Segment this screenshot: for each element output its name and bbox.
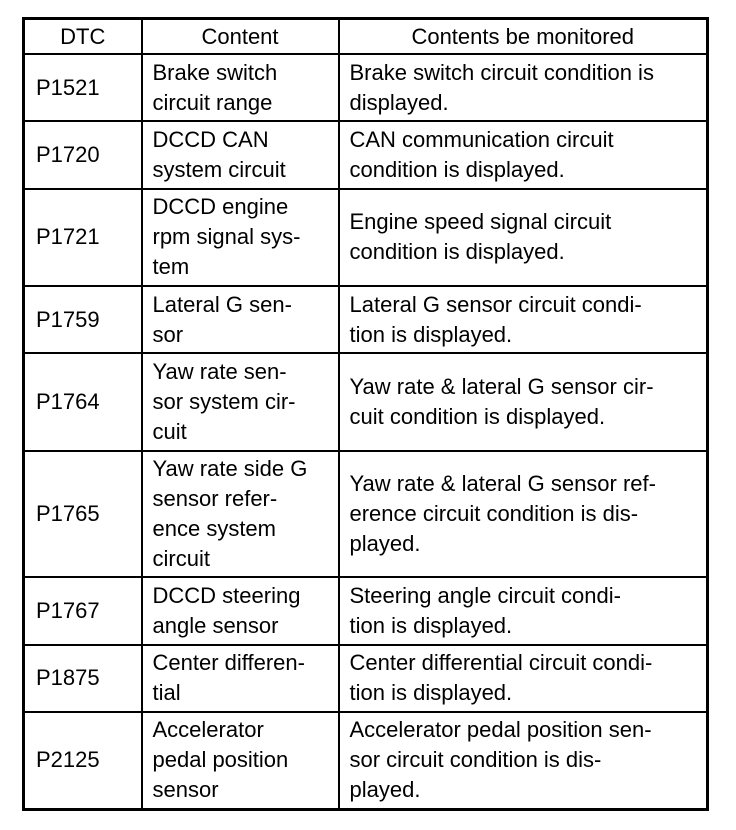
content-line: Center differen-	[152, 650, 305, 676]
monitored-line: played.	[349, 531, 421, 557]
dtc-code: P1875	[24, 645, 142, 712]
monitored-line: cuit condition is displayed.	[349, 404, 606, 430]
monitored-cell	[339, 286, 708, 353]
content-cell	[142, 353, 339, 450]
dtc-code: P1765	[24, 451, 142, 578]
content-line: Accelerator	[152, 717, 264, 743]
monitored-cell	[339, 353, 708, 450]
monitored-line: erence circuit condition is dis-	[349, 501, 639, 527]
content-line: Yaw rate sen-	[152, 359, 287, 385]
content-cell	[142, 286, 339, 353]
dtc-code: P1764	[24, 353, 142, 450]
monitored-line: Brake switch circuit condition is	[349, 59, 654, 85]
dtc-code: P1767	[24, 577, 142, 644]
monitored-line: sor circuit condition is dis-	[349, 747, 602, 773]
table-row	[24, 286, 708, 353]
content-line: Brake switch	[152, 59, 278, 85]
monitored-cell	[339, 645, 708, 712]
content-line: circuit	[152, 546, 210, 572]
header-content: Content	[142, 19, 339, 55]
dtc-code: P1721	[24, 189, 142, 286]
content-cell	[142, 712, 339, 810]
content-line: DCCD CAN	[152, 126, 269, 152]
content-cell	[142, 189, 339, 286]
monitored-line: displayed.	[349, 89, 449, 115]
content-line: DCCD engine	[152, 194, 289, 220]
monitored-line: played.	[349, 777, 421, 803]
monitored-line: Center differential circuit condi-	[349, 650, 653, 676]
content-line: sor	[152, 321, 184, 347]
content-line: ence system	[152, 516, 276, 542]
content-line: tem	[152, 254, 190, 280]
monitored-line: CAN communication circuit	[349, 126, 614, 152]
content-cell	[142, 54, 339, 121]
monitored-line: condition is displayed.	[349, 156, 565, 182]
content-line: sor system cir-	[152, 389, 296, 415]
monitored-line: Yaw rate & lateral G sensor cir-	[349, 374, 654, 400]
table-body	[24, 54, 708, 810]
dtc-code: P1759	[24, 286, 142, 353]
dtc-code: P2125	[24, 712, 142, 810]
monitored-line: tion is displayed.	[349, 321, 513, 347]
dtc-code: P1521	[24, 54, 142, 121]
content-line: system circuit	[152, 156, 286, 182]
table-row	[24, 189, 708, 286]
table-header	[24, 19, 708, 55]
content-line: circuit range	[152, 89, 273, 115]
monitored-cell	[339, 451, 708, 578]
dtc-table	[22, 17, 709, 811]
monitored-cell	[339, 54, 708, 121]
header-dtc: DTC	[24, 19, 142, 55]
monitored-line: tion is displayed.	[349, 680, 513, 706]
content-cell	[142, 577, 339, 644]
table-row	[24, 577, 708, 644]
table-row	[24, 121, 708, 188]
monitored-cell	[339, 712, 708, 810]
content-line: Lateral G sen-	[152, 291, 292, 317]
content-line: tial	[152, 680, 181, 706]
content-line: rpm signal sys-	[152, 224, 301, 250]
content-cell	[142, 645, 339, 712]
monitored-line: condition is displayed.	[349, 239, 565, 265]
table-row	[24, 712, 708, 810]
table-row	[24, 353, 708, 450]
monitored-cell	[339, 121, 708, 188]
header-contents-monitored: Contents be monitored	[339, 19, 708, 55]
table-row	[24, 451, 708, 578]
content-cell	[142, 121, 339, 188]
monitored-line: Engine speed signal circuit	[349, 209, 612, 235]
content-line: sensor	[152, 777, 219, 803]
monitored-line: tion is displayed.	[349, 612, 513, 638]
content-line: pedal position	[152, 747, 289, 773]
table-row	[24, 645, 708, 712]
dtc-code: P1720	[24, 121, 142, 188]
monitored-cell	[339, 189, 708, 286]
monitored-cell	[339, 577, 708, 644]
content-line: cuit	[152, 419, 187, 445]
content-line: DCCD steering	[152, 582, 301, 608]
content-line: angle sensor	[152, 612, 279, 638]
monitored-line: Accelerator pedal position sen-	[349, 717, 652, 743]
content-line: Yaw rate side G	[152, 456, 308, 482]
content-line: sensor refer-	[152, 486, 278, 512]
table-row	[24, 54, 708, 121]
monitored-line: Yaw rate & lateral G sensor ref-	[349, 471, 656, 497]
header-row	[24, 19, 708, 55]
monitored-line: Lateral G sensor circuit condi-	[349, 291, 642, 317]
content-cell	[142, 451, 339, 578]
monitored-line: Steering angle circuit condi-	[349, 582, 621, 608]
